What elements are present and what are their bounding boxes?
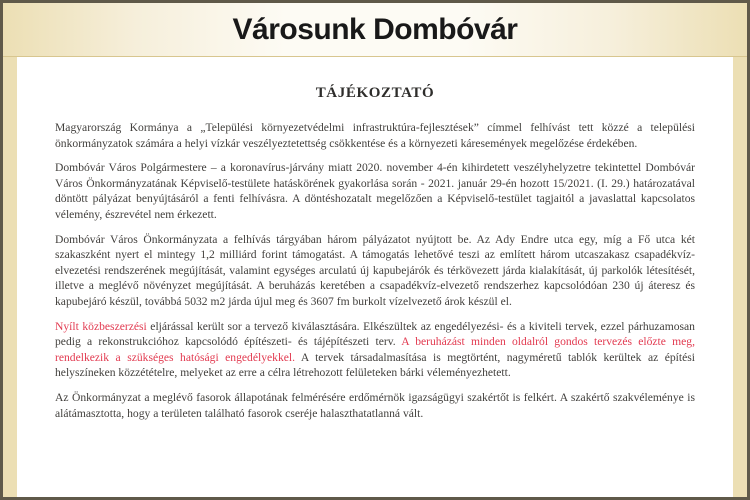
document-sheet [17, 57, 733, 497]
masthead [3, 3, 747, 57]
highlighted-text: Nyílt közbeszerzési [55, 319, 151, 333]
paragraph [55, 232, 695, 310]
body-text: Dombóvár Város Polgármestere – a koronavírus-járvány miatt 2020. november 4-én kihirdetett veszélyhelyzetre tekintettel Dombóvár Város Önkormányzatának Képviselő-testülete hatáskörének gyakorlása során - 2021. január 29-én hozott 15/2021. (I. 29.) határozatával döntött pályázat benyújtásáról a fenti felhívásra. A döntéshozatalt megelőzően a Képviselő-testület tagjaitól a javaslattal kapcsolatos vélemény, észrevétel nem érkezett. [55, 161, 695, 221]
body-text: A tervek társadalmasítása is megtörtént, nagyméretű tablók kerültek az építési helyszíneken közzétételre, melyeket az erre a célra létrehozott felületeken bárki véleményezhetett. [55, 350, 695, 380]
body-text: Magyarország Kormánya a „Települési környezetvédelmi infrastruktúra-fejlesztések” címmel felhívást tett közzé a települési önkormányzatok számára a helyi vízkár veszélyeztetettség csökkentése és a környezeti káresemények megelőzése érdekében. [55, 121, 695, 150]
paragraph [55, 319, 695, 381]
paragraph [55, 120, 695, 151]
document-body [55, 120, 695, 421]
body-text: Dombóvár Város Önkormányzata a felhívás tárgyában három pályázatot nyújtott be. Az Ady Endre utca egy, míg a Fő utca két szakaszként nyert el mintegy 1,2 milliárd forint támogatást. A támogatás lehetővé teszi az említett három utcaszakasz csapadékvíz-elvezetési rendszerének megújítását, valamint egységes arculatú új kapubejárók és térkövezett járda kialakítását, új parkolók létesítését, illetve a meglévő növényzet megújítását. A beruházás keretében a csapadékvíz-elvezető rendszerhez kapcsolódóan 230 új áteresz és kapubejáró készül, továbbá 5032 m2 járda újul meg és 3607 fm burkolt vízelvezető árok készül el. [55, 232, 695, 308]
body-text: Az Önkormányzat a meglévő fasorok állapotának felmérésére erdőmérnök igazságügyi szakértőt is felkért. A szakértő szakvéleménye is alátámasztotta, hogy a területen található fasorok cseréje halaszthatatlanná vált. [55, 390, 695, 420]
highlighted-text: A beruházást minden oldalról gondos tervezés előzte meg, rendelkezik a szükséges hatósági engedélyekkel. [55, 335, 695, 364]
newsletter-title: Városunk Dombóvár [232, 12, 518, 46]
body-text: eljárással került sor a tervező kiválasztására. Elkészültek az engedélyezési- és a kiviteli tervek, ezzel párhuzamosan pedig a rekonstrukcióhoz kapcsolódó építészeti- és tájépítészeti terv. [55, 319, 695, 349]
paragraph [55, 160, 695, 222]
paragraph [55, 390, 695, 421]
document-heading: TÁJÉKOZTATÓ [315, 85, 435, 101]
